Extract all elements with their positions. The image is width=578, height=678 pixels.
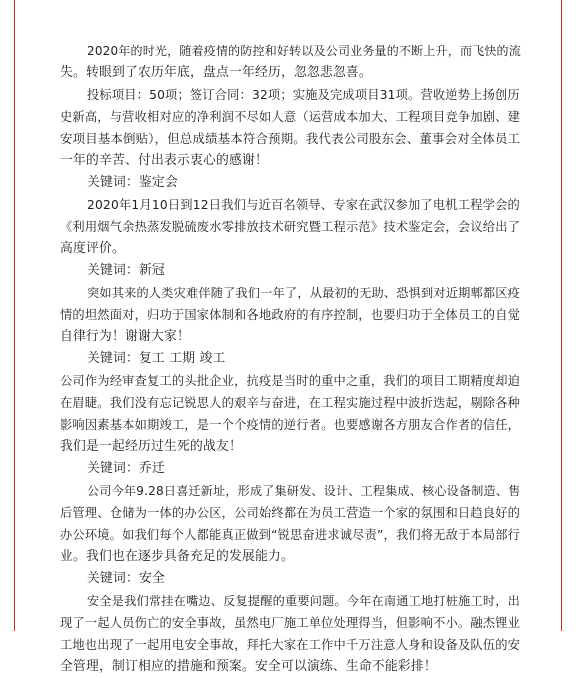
- paragraph-safety-line-4: 全管理，制订相应的措施和预案。安全可以演练、生命不能彩排！: [60, 659, 437, 674]
- paragraph-resumption-line-2: 在眉睫。我们没有忘记锐思人的艰辛与奋进，在工程实施过程中波折迭起，剔除各种: [60, 396, 521, 410]
- paragraph-covid-line-3: 自律行为！谢谢大家！: [60, 329, 190, 344]
- paragraph-relocation-line-2: 后管理、仓储为一体的办公区，公司始终都在为员工营造一个家的氛围和日趋良好的: [60, 506, 521, 520]
- paragraph-covid-line-2: 情的坦然面对，归功于国家体制和各地政府的有序控制，也要归功于全体员工的自觉: [60, 308, 521, 322]
- keyword-heading-relocation: 关键词：乔迁: [87, 461, 165, 476]
- paragraph-summary-line-3: 安项目基本倒贴），但总成绩基本符合预期。我代表公司股东会、董事会对全体员工: [60, 131, 521, 146]
- paragraph-relocation-line-4: 业。我们也在逐步具备充足的发展能力。: [60, 549, 294, 564]
- paragraph-safety-line-1: 安全是我们常挂在嘴边、反复提醒的重要问题。今年在南通工地打桩施工时，出: [87, 594, 521, 608]
- paragraph-resumption-line-3: 影响因素基本如期竣工，是一个个疫情的逆行者。也要感谢各方朋友合作者的信任，: [60, 418, 521, 432]
- paragraph-relocation-line-1: 公司今年9.28日喜迁新址，形成了集研发、设计、工程集成、核心设备制造、售: [87, 484, 521, 498]
- paragraph-appraisal-line-1: 2020年1月10日到12日我们与近百名领导、专家在武汉参加了电机工程学会的: [87, 198, 520, 212]
- paragraph-appraisal-line-3: 高度评价。: [60, 241, 125, 256]
- paragraph-intro-line-2: 失。转眼到了农历年底，盘点一年经历，忽忽悲忽喜。: [60, 65, 372, 80]
- paragraph-intro-line-1: 2020年的时光，随着疫情的防控和好转以及公司业务量的不断上升，而飞快的流: [87, 44, 521, 58]
- paragraph-summary-line-2: 史新高，与营收相对应的净利润不尽如人意（运营成本加大、工程项目竞争加剧、建: [60, 110, 521, 124]
- paragraph-appraisal-line-2: 《利用烟气余热蒸发脱硫废水零排放技术研究暨工程示范》技术鉴定会，会议给出了: [60, 220, 521, 234]
- paragraph-resumption-line-1: 公司作为经审查复工的头批企业，抗疫是当时的重中之重，我们的项目工期精度却迫: [60, 374, 521, 388]
- keyword-heading-safety: 关键词：安全: [87, 571, 165, 586]
- paragraph-relocation-line-3: 办公环境。如我们每个人都能真正做到“锐思奋进求诚尽责”，我们将无敌于本局部行: [60, 528, 521, 542]
- keyword-heading-covid: 关键词：新冠: [87, 263, 165, 278]
- paragraph-covid-line-1: 突如其来的人类灾难伴随了我们一年了，从最初的无助、恐惧到对近期郫都区疫: [87, 286, 521, 300]
- keyword-heading-appraisal: 关键词：鉴定会: [87, 175, 178, 190]
- paragraph-safety-line-3: 工地也出现了一起用电安全事故，拜托大家在工作中千万注意人身和设备及队伍的安: [60, 638, 521, 652]
- keyword-heading-resumption: 关键词：复工 工期 竣工: [87, 351, 226, 366]
- paragraph-resumption-line-4: 我们是一起经历过生死的战友！: [60, 439, 242, 454]
- paragraph-safety-line-2: 现了一起人员伤亡的安全事故，虽然电厂施工单位处理得当，但影响不小。融杰锂业: [60, 616, 521, 630]
- paragraph-summary-line-1: 投标项目：50项；签订合同：32项；实施及完成项目31项。营收逆势上扬创历: [87, 88, 520, 102]
- paragraph-summary-line-4: 一年的辛苦、付出表示衷心的感谢！: [60, 153, 268, 168]
